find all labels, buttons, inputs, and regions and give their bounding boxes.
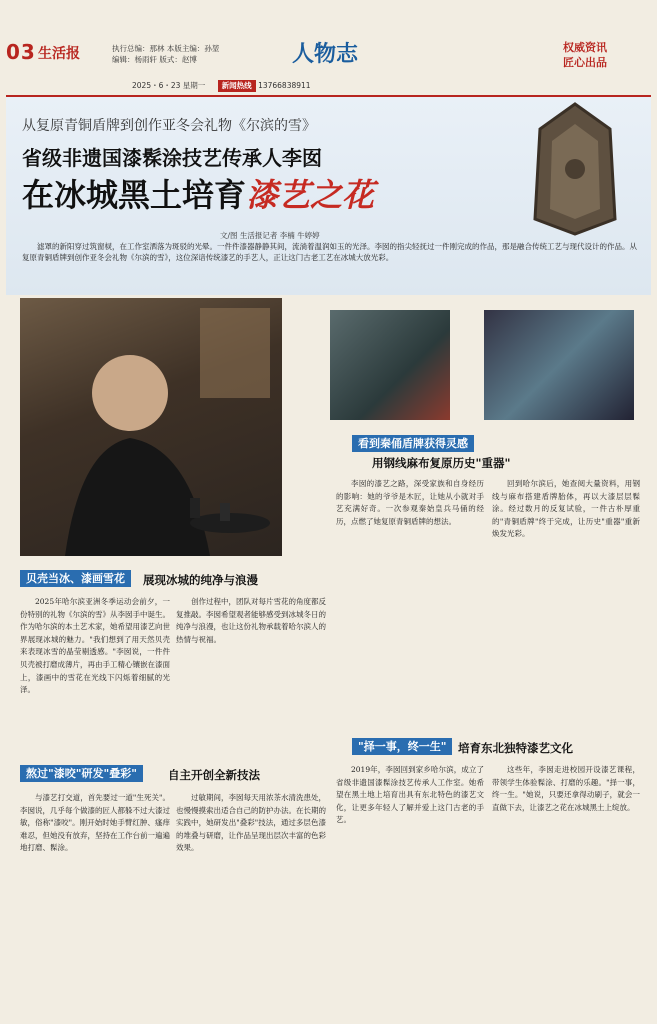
section-3-col-1 — [336, 478, 484, 528]
section-2-title: 自主开创全新技法 — [168, 768, 260, 782]
section-4-title: 培育东北独特漆艺文化 — [458, 741, 573, 755]
slogan — [563, 40, 607, 70]
paper-name: 生活报 — [38, 46, 80, 62]
main-headline — [22, 170, 374, 216]
lacquer-screen-photo — [484, 310, 634, 420]
bronze-shield-photo — [530, 99, 620, 239]
paragraph: 创作过程中，团队对每片雪花的角度都反复推敲。李囡希望观者能够感受到冰城冬日的纯净与浪漫，也让这份礼物承载着哈尔滨人的热情与祝福。 — [176, 597, 326, 644]
credit-line: 执行总编：那林 本版主编：孙堃 — [112, 44, 220, 53]
paragraph: 过敏期间，李囡每天用浓茶水清洗患处，也慢慢摸索出适合自己的防护办法。在长期的实践中，她研发出"叠彩"技法，通过多层色漆的堆叠与研磨，让作品呈现出层次丰富的色彩效果。 — [176, 793, 326, 853]
section-1-title: 展现冰城的纯净与浪漫 — [143, 573, 258, 587]
headline-highlight: 漆艺之花 — [246, 176, 375, 214]
section-3-col-2 — [492, 478, 640, 541]
headline-text: 在冰城黑土培育 — [22, 176, 247, 214]
section-title: 人物志 — [292, 42, 359, 67]
hotline-number: 13766838911 — [258, 81, 311, 90]
section-2-col-2 — [176, 792, 326, 855]
editor-credits — [112, 43, 219, 65]
subheadline: 省级非遗国漆髹涂技艺传承人李囡 — [22, 146, 322, 170]
paragraph: 2025年哈尔滨亚洲冬季运动会前夕，一份特别的礼物《尔滨的雪》从李囡手中诞生。作为哈尔滨的本土艺术家，她希望用漆艺向世界展现冰城的魅力。"我们想到了用天然贝壳来表现冰雪的晶莹剔透感。"李囡说，一件件贝壳被打磨成薄片，再由手工精心镶嵌在漆面上，漆画中的雪花在光线下闪烁着细腻的光泽。 — [20, 597, 170, 695]
paragraph: 李囡的漆艺之路，深受家族和自身经历的影响：她的爷爷是木匠，让她从小就对手艺充满好奇。一次参观秦始皇兵马俑的经历，点燃了她复原青铜盾牌的想法。 — [336, 479, 484, 526]
paragraph: 这些年，李囡走进校园开设漆艺课程，带领学生体验髹涂、打磨的乐趣。"择一事，终一生。"她说，只要还拿得动刷子，就会一直做下去，让漆艺之花在冰城黑土上绽放。 — [492, 765, 640, 812]
section-2-highlight: 熬过"漆咬"研发"叠彩" — [20, 765, 143, 782]
lead-paragraph: 滤罩的新阳穿过筑窗棂，在工作室洒落为斑驳的光晕。一件件漆器静静其间，流淌着温润如玉的光泽。李囡的指尖轻抚过一件刚完成的作品，那是融合传统工艺与现代设计的作品。从复原青铜盾牌到创作亚冬会礼物《尔滨的雪》，这位深谙传统漆艺的手艺人，正让这门古老工艺在冰城大放光彩。 — [22, 242, 637, 262]
portrait-illustration — [20, 298, 282, 556]
paragraph: 2019年，李囡回到家乡哈尔滨，成立了省级非遗国漆髹涂技艺传承人工作室。她希望在黑土地上培育出具有东北特色的漆艺文化，让更多年轻人了解并爱上这门古老的手艺。 — [336, 765, 484, 825]
paragraph: 回到哈尔滨后，她查阅大量资料，用钢线与麻布搭建盾牌胎体，再以大漆层层髹涂。经过数月的反复试验，一件古朴厚重的"青铜盾牌"终于完成，让历史"重器"重新焕发光彩。 — [492, 479, 640, 539]
section-1-col-1 — [20, 596, 170, 697]
section-4-highlight: "择一事，终一生" — [352, 738, 452, 755]
date-bar — [132, 80, 517, 92]
byline: 文/图 生活报记者 李楠 牛婷婷 — [220, 231, 320, 240]
hotline-label: 新闻热线 — [218, 80, 256, 92]
artisan-portrait-photo — [20, 298, 282, 556]
issue-date: 2025・6・23 星期一 — [132, 81, 206, 90]
lacquer-vase-photo — [330, 310, 450, 420]
section-3-title: 用钢线麻布复原历史"重器" — [372, 456, 511, 470]
credit-line: 编辑：杨雨轩 版式：赵博 — [112, 55, 197, 64]
slogan-line: 权威资讯 — [563, 41, 607, 54]
paragraph: 与漆艺打交道，首先要过一道"生死关"。李囡说，几乎每个做漆的匠人都躲不过大漆过敏，俗称"漆咬"。刚开始时她手臂红肿、瘙痒难忍，但她没有放弃，坚持在工作台前一遍遍地打磨、髹涂。 — [20, 793, 170, 853]
slogan-line: 匠心出品 — [563, 56, 607, 69]
section-3-highlight: 看到秦俑盾牌获得灵感 — [352, 435, 474, 452]
section-1-highlight: 贝壳当冰、漆画雪花 — [20, 570, 131, 587]
page-number: 03 — [6, 40, 36, 64]
section-2-col-1 — [20, 792, 170, 855]
kicker: 从复原青铜盾牌到创作亚冬会礼物《尔滨的雪》 — [22, 118, 316, 134]
section-1-col-2 — [176, 596, 326, 646]
section-4-col-1 — [336, 764, 484, 827]
section-4-col-2 — [492, 764, 640, 814]
